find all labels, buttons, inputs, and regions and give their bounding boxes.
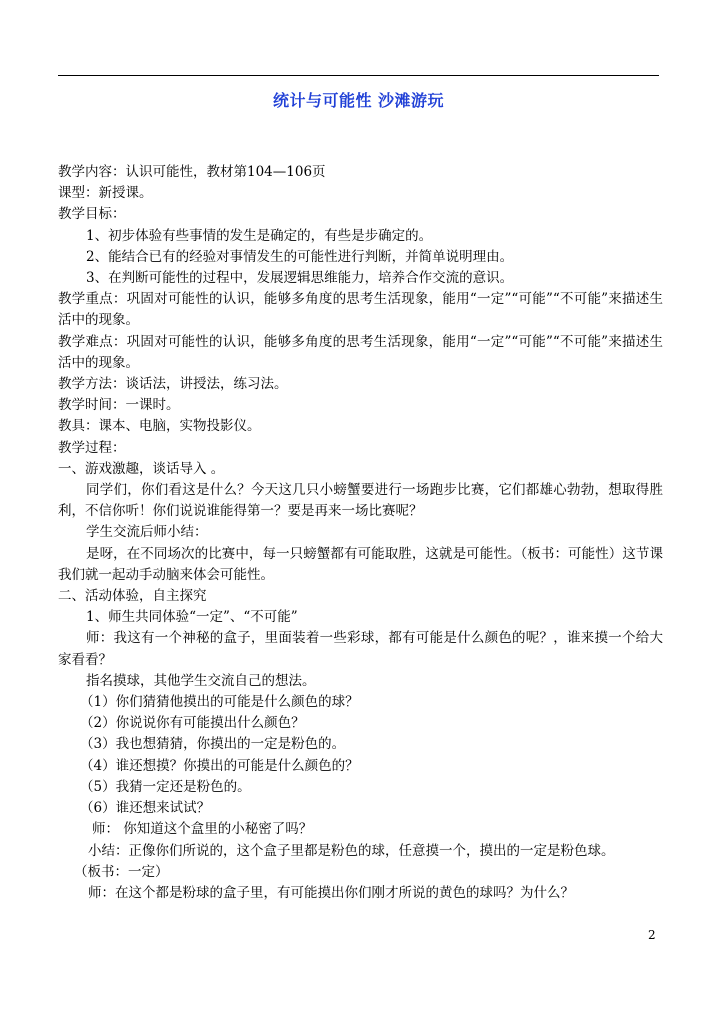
board-note-certain: （板书：一定） [74,863,169,880]
question-3: （3）我也想猜猜，你摸出的一定是粉色的。 [80,736,346,753]
question-2: （2）你说说你有可能摸出什么颜色？ [80,715,305,732]
teacher-secret-line: 师： 你知道这个盒里的小秘密了吗？ [92,821,313,838]
teaching-process-heading: 教学过程： [58,439,126,456]
student-summary-line: 学生交流后师小结： [86,524,208,541]
paragraph-summary: 是呀，在不同场次的比赛中，每一只螃蟹都有可能取胜，这就是可能性。（板书：可能性）这节课我们就一起动手动脑来体会可能性。 [58,545,663,583]
goal-item-1: 1、初步体验有些事情的发生是确定的，有些是步确定的。 [86,227,433,244]
key-points: 教学重点：巩固对可能性的认识，能够多角度的思考生活现象，能用“一定”“可能”“不可能”来描述生活中的现象。 [58,291,663,329]
section-heading-2: 二、活动体验，自主探究 [58,588,207,605]
paragraph-intro: 同学们，你们看这是什么？今天这几只小螃蟹要进行一场跑步比赛，它们都雄心勃勃，想取得胜利，不信你听！你们说说谁能得第一？要是再来一场比赛呢？ [58,482,663,520]
question-5: （5）我猜一定还是粉色的。 [80,778,251,795]
teaching-aids: 教具：课本、电脑，实物投影仪。 [58,418,261,435]
conclusion-line: 小结：正像你们所说的，这个盒子里都是粉色的球，任意摸一个，摸出的一定是粉色球。 [88,842,615,859]
activity-heading-1: 1、师生共同体验“一定”、“不可能” [86,609,298,626]
document-body [58,162,663,904]
page-number: 2 [648,928,656,942]
draw-ball-line: 指名摸球，其他学生交流自己的想法。 [86,672,316,689]
goal-item-3: 3、在判断可能性的过程中，发展逻辑思维能力，培养合作交流的意识。 [86,270,514,287]
header-rule [58,75,659,76]
teaching-goals-heading: 教学目标： [58,206,126,223]
teacher-question-line: 师：在这个都是粉球的盒子里，有可能摸出你们刚才所说的黄色的球吗？为什么？ [88,884,574,901]
paragraph-mystery-box: 师：我这有一个神秘的盒子，里面装着一些彩球，都有可能是什么颜色的呢？，谁来摸一个给大家看看？ [58,630,663,668]
question-4: （4）谁还想摸？你摸出的可能是什么颜色的？ [80,757,359,774]
lesson-type: 课型：新授课。 [58,185,153,202]
question-6: （6）谁还想来试试？ [80,800,211,817]
section-heading-1: 一、游戏激趣，谈话导入 。 [58,460,225,477]
teaching-content: 教学内容：认识可能性，教材第104—106页 [58,164,326,180]
document-title: 统计与可能性 沙滩游玩 [272,91,445,110]
teaching-method: 教学方法：谈话法，讲授法，练习法。 [58,376,288,393]
difficult-points: 教学难点：巩固对可能性的认识，能够多角度的思考生活现象，能用“一定”“可能”“不可能”来描述生活中的现象。 [58,333,663,371]
teaching-time: 教学时间：一课时。 [58,397,180,414]
question-1: （1）你们猜猜他摸出的可能是什么颜色的球？ [80,694,359,711]
goal-item-2: 2、能结合已有的经验对事情发生的可能性进行判断，并简单说明理由。 [86,248,514,265]
